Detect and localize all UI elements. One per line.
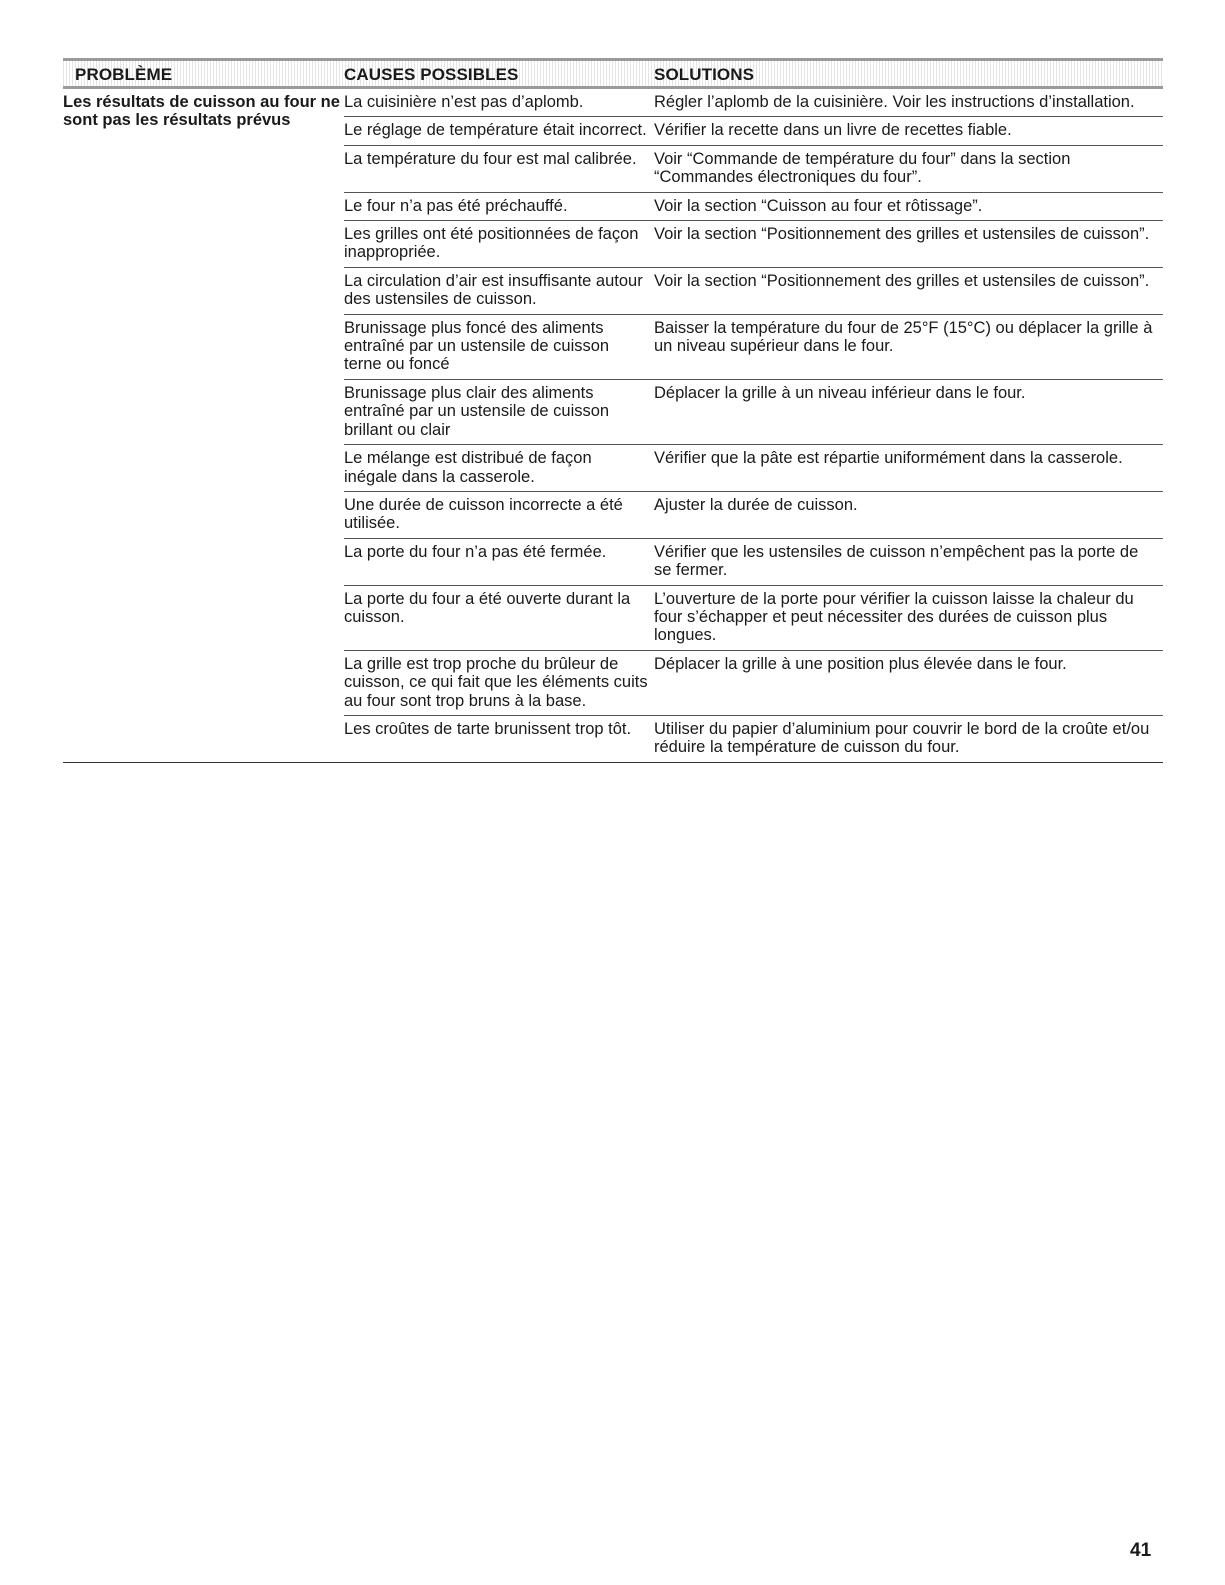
cause-cell: Les croûtes de tarte brunissent trop tôt. xyxy=(344,719,632,738)
solution-cell: Baisser la température du four de 25°F (15°C) ou déplacer la grille à un niveau supérieur dans le four. xyxy=(654,318,1153,356)
cause-cell: Brunissage plus foncé des aliments entraîné par un ustensile de cuisson terne ou foncé xyxy=(344,318,610,374)
troubleshooting-table xyxy=(63,58,1163,763)
table-header xyxy=(63,58,1163,89)
cause-cell: La porte du four a été ouverte durant la cuisson. xyxy=(344,589,631,626)
table-row xyxy=(344,145,1163,192)
solution-cell: Voir “Commande de température du four” dans la section “Commandes électroniques du four”. xyxy=(654,149,1071,187)
solution-cell: Ajuster la durée de cuisson. xyxy=(654,495,858,514)
solution-cell: Déplacer la grille à une position plus élevée dans le four. xyxy=(654,654,1067,673)
problem-cell: Les résultats de cuisson au four ne sont pas les résultats prévus xyxy=(63,93,340,129)
solution-cell: Vérifier la recette dans un livre de recettes fiable. xyxy=(654,121,1012,140)
solution-cell: Voir la section “Positionnement des grilles et ustensiles de cuisson”. xyxy=(654,271,1150,290)
table-row xyxy=(344,538,1163,585)
cause-cell: Le mélange est distribué de façon inégale dans la casserole. xyxy=(344,449,592,486)
cause-solution-rows xyxy=(344,89,1163,762)
cause-cell: Le four n’a pas été préchauffé. xyxy=(344,196,568,215)
table-row xyxy=(344,192,1163,220)
table-row xyxy=(344,314,1163,379)
table-row xyxy=(344,585,1163,650)
solution-cell: Vérifier que la pâte est répartie uniformément dans la casserole. xyxy=(654,449,1123,468)
table-row xyxy=(344,379,1163,444)
cause-cell: Le réglage de température était incorrect. xyxy=(344,121,647,140)
cause-cell: La grille est trop proche du brûleur de cuisson, ce qui fait que les éléments cuits au four sont trop bruns à la base. xyxy=(344,654,648,710)
header-causes: CAUSES POSSIBLES xyxy=(344,65,519,84)
cause-cell: Brunissage plus clair des aliments entraîné par un ustensile de cuisson brillant ou clair xyxy=(344,383,610,439)
cause-cell: La circulation d’air est insuffisante autour des ustensiles de cuisson. xyxy=(344,271,643,309)
table-row xyxy=(344,650,1163,715)
cause-cell: La température du four est mal calibrée. xyxy=(344,149,637,168)
table-row xyxy=(344,116,1163,144)
solution-cell: Voir la section “Cuisson au four et rôtissage”. xyxy=(654,196,983,215)
solution-cell: L’ouverture de la porte pour vérifier la cuisson laisse la chaleur du four s’échapper et peut nécessiter des durées de cuisson plus longues. xyxy=(654,589,1134,645)
table-row xyxy=(344,491,1163,538)
table-row xyxy=(344,267,1163,314)
cause-cell: La porte du four n’a pas été fermée. xyxy=(344,542,607,561)
page-number: 41 xyxy=(1130,1540,1152,1561)
table-row xyxy=(344,444,1163,491)
solution-cell: Vérifier que les ustensiles de cuisson n’empêchent pas la porte de se fermer. xyxy=(654,542,1139,580)
solution-cell: Déplacer la grille à un niveau inférieur dans le four. xyxy=(654,383,1026,402)
cause-cell: La cuisinière n’est pas d’aplomb. xyxy=(344,93,584,111)
header-problem: PROBLÈME xyxy=(75,65,173,84)
table-body xyxy=(63,89,1163,763)
solution-cell: Régler l’aplomb de la cuisinière. Voir les instructions d’installation. xyxy=(654,93,1135,111)
table-row xyxy=(344,715,1163,762)
solution-cell: Utiliser du papier d’aluminium pour couvrir le bord de la croûte et/ou réduire la température de cuisson du four. xyxy=(654,719,1150,757)
cause-cell: Une durée de cuisson incorrecte a été utilisée. xyxy=(344,495,623,533)
table-row xyxy=(344,220,1163,267)
cause-cell: Les grilles ont été positionnées de façon inappropriée. xyxy=(344,225,639,262)
table-row xyxy=(344,89,1163,116)
header-solutions: SOLUTIONS xyxy=(654,65,755,84)
solution-cell: Voir la section “Positionnement des grilles et ustensiles de cuisson”. xyxy=(654,225,1150,244)
